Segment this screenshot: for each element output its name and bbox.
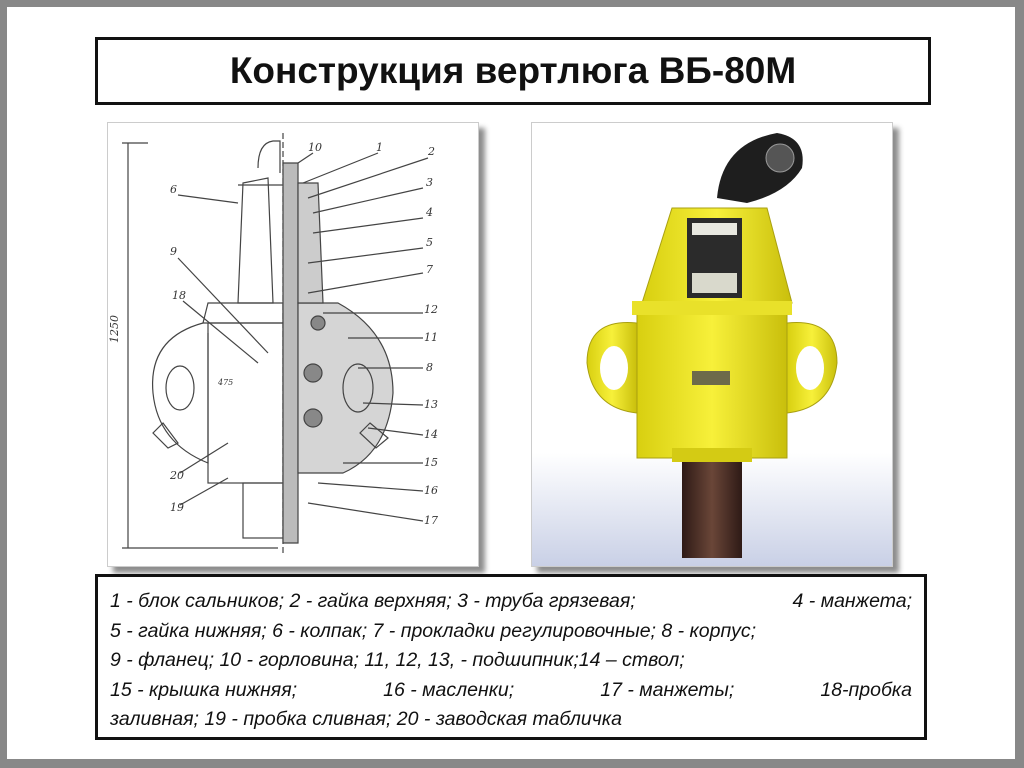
dimension-height: 1250 bbox=[108, 315, 121, 343]
callout-20: 20 bbox=[170, 469, 184, 482]
callout-7: 7 bbox=[426, 263, 433, 276]
callout-19: 19 bbox=[170, 501, 184, 514]
legend-line-5: заливная; 19 - пробка сливная; 20 - заводская табличка bbox=[110, 708, 622, 730]
callout-16: 16 bbox=[424, 484, 438, 497]
drawing-svg bbox=[108, 123, 478, 566]
legend-line-4-a: 15 - крышка нижняя; bbox=[110, 678, 298, 701]
swivel-illustration bbox=[532, 123, 892, 566]
callout-2: 2 bbox=[428, 145, 435, 158]
callout-10: 10 bbox=[308, 141, 322, 154]
callout-4: 4 bbox=[426, 206, 433, 219]
legend-line-1-b: 4 - манжета; bbox=[792, 590, 912, 612]
callout-17: 17 bbox=[424, 514, 438, 527]
legend-line-1 bbox=[110, 587, 912, 617]
callout-14: 14 bbox=[424, 428, 438, 441]
callout-5: 5 bbox=[426, 236, 433, 249]
legend-line-4-b: 16 - масленки; bbox=[383, 678, 515, 701]
callout-3: 3 bbox=[426, 176, 433, 189]
callout-8: 8 bbox=[426, 361, 433, 374]
legend-line-4-c: 17 - манжеты; bbox=[600, 678, 735, 701]
legend-line-4 bbox=[110, 676, 912, 706]
legend-box bbox=[95, 574, 927, 740]
callout-12: 12 bbox=[424, 303, 438, 316]
technical-drawing bbox=[107, 122, 479, 567]
callout-18: 18 bbox=[172, 289, 186, 302]
callout-13: 13 bbox=[424, 398, 438, 411]
page-title: Конструкция вертлюга ВБ-80М bbox=[229, 50, 797, 91]
swivel-photo bbox=[531, 122, 893, 567]
title-box bbox=[95, 37, 931, 105]
callout-11: 11 bbox=[424, 331, 438, 344]
dimension-width: 475 bbox=[218, 378, 234, 387]
callout-15: 15 bbox=[424, 456, 438, 469]
callout-6: 6 bbox=[170, 183, 177, 196]
legend-line-2: 5 - гайка нижняя; 6 - колпак; 7 - прокладки регулировочные; 8 - корпус; bbox=[110, 619, 757, 642]
legend-line-4-d: 18-пробка bbox=[820, 678, 912, 701]
legend-line-1-a: 1 - блок сальников; 2 - гайка верхняя; 3 - труба грязевая; bbox=[110, 590, 636, 612]
callout-9: 9 bbox=[170, 245, 177, 258]
legend-line-3: 9 - фланец; 10 - горловина; 11, 12, 13, - подшипник;14 – ствол; bbox=[110, 649, 685, 671]
callout-1: 1 bbox=[376, 141, 383, 154]
